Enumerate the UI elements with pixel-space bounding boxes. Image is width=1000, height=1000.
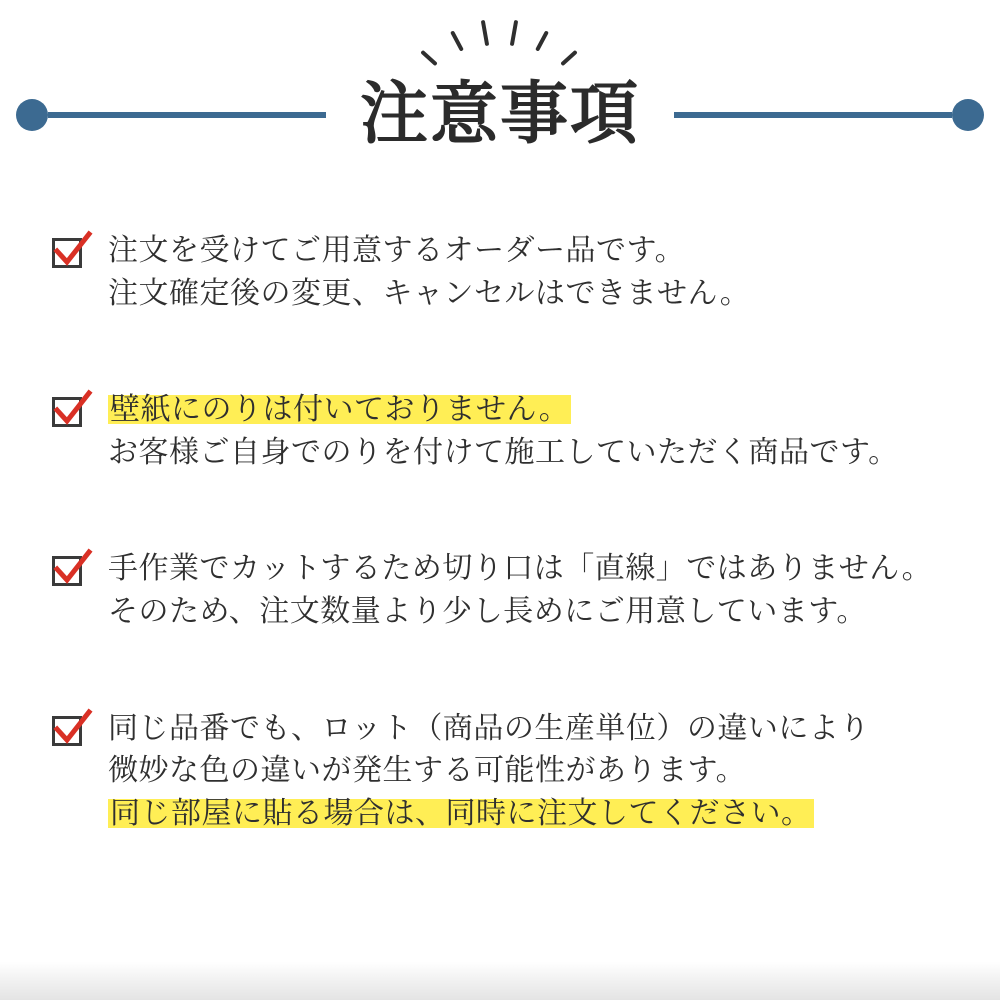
checkbox-checked-icon [52, 397, 86, 431]
notice-line [108, 793, 952, 836]
rule-line-right [674, 112, 952, 118]
list-item [52, 389, 952, 474]
notice-line: 手作業でカットするため切り口は「直線」ではありません。 [108, 551, 933, 587]
checkbox-checked-icon [52, 556, 86, 590]
highlighted-text: 壁紙にのりは付いておりません。 [110, 392, 570, 428]
bottom-shadow [0, 962, 1000, 1000]
list-item [52, 230, 952, 315]
rule-line-left [48, 112, 326, 118]
list-item [52, 708, 952, 836]
notice-text [108, 230, 952, 315]
notice-line: 同じ品番でも、ロット（商品の生産単位）の違いにより [108, 710, 870, 746]
sparkle-burst-icon [0, 14, 1000, 62]
notice-list [52, 230, 952, 835]
rule-dot-right [952, 99, 984, 131]
notice-text [108, 548, 952, 633]
notice-text [108, 708, 952, 836]
notice-line: 注文確定後の変更、キャンセルはできません。 [108, 275, 751, 311]
highlighted-text: 同じ部屋に貼る場合は、同時に注文してください。 [110, 795, 812, 831]
notice-text [108, 389, 952, 474]
notice-line: 微妙な色の違いが発生する可能性があります。 [108, 753, 747, 789]
list-item [52, 548, 952, 633]
notice-line [108, 389, 952, 432]
rule-dot-left [16, 99, 48, 131]
page-header [0, 0, 1000, 200]
checkbox-checked-icon [52, 238, 86, 272]
notice-line: そのため、注文数量より少し長めにご用意しています。 [108, 593, 867, 629]
checkbox-checked-icon [52, 716, 86, 750]
notice-line: 注文を受けてご用意するオーダー品です。 [108, 233, 686, 268]
title-row [0, 70, 1000, 160]
page-title: 注意事項 [360, 75, 641, 154]
notice-line: お客様ご自身でのりを付けて施工していただく商品です。 [108, 434, 899, 470]
